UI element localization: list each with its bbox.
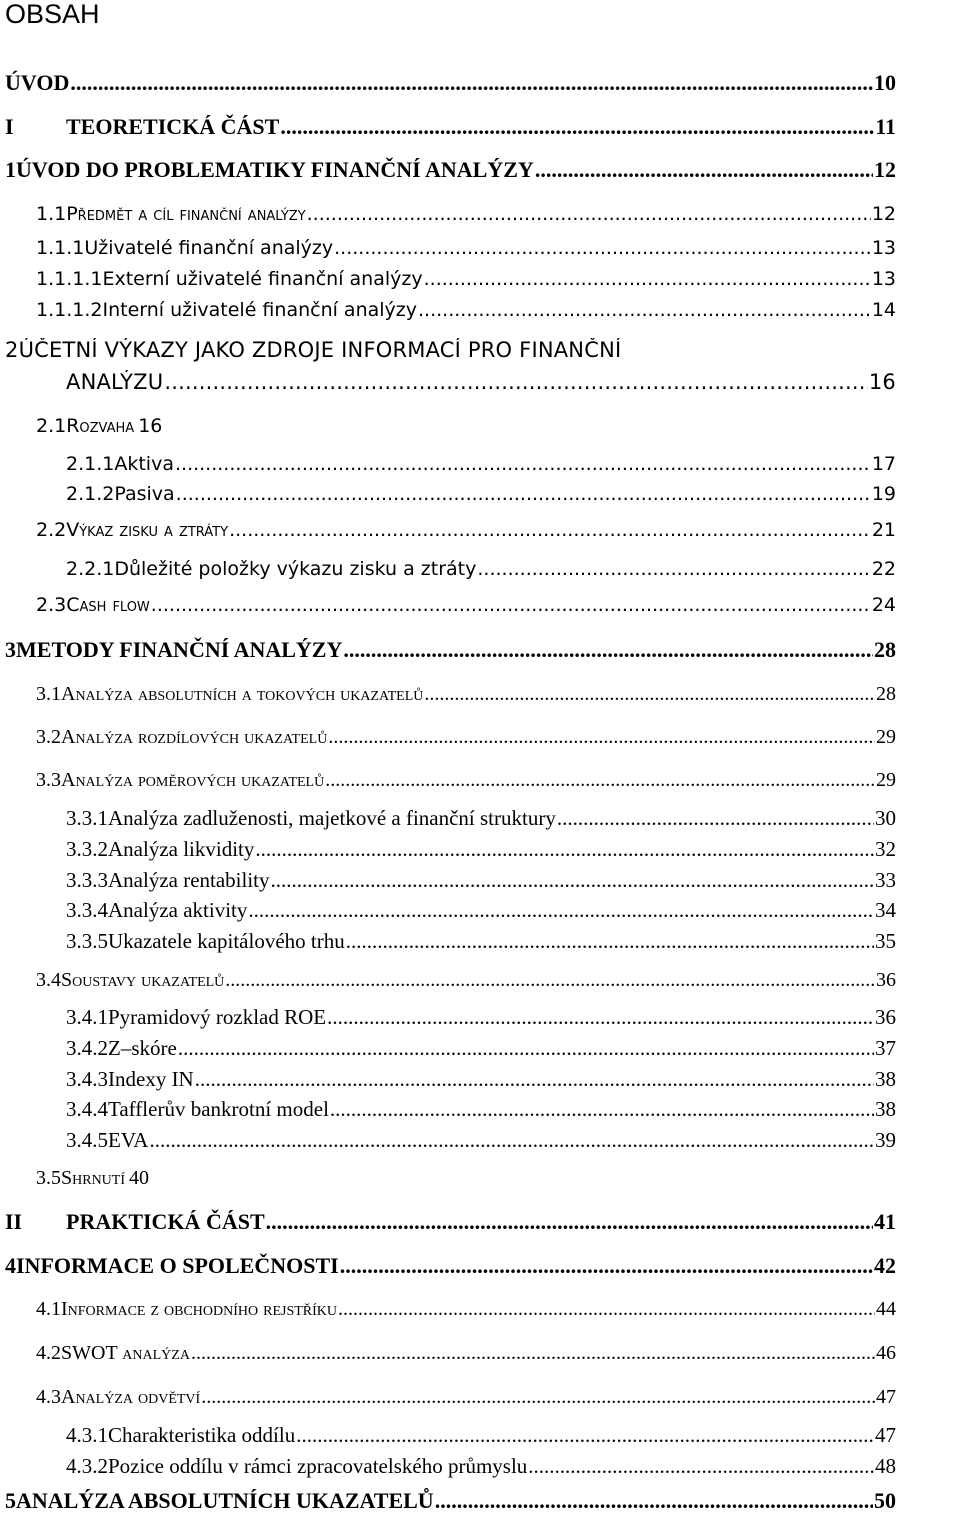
toc-title: Soustavy ukazatelů [61,969,225,991]
toc-leader [418,299,871,322]
toc-number: 3.2 [36,726,61,748]
toc-entry-chapter-1[interactable] [5,157,896,183]
toc-entry-3-4[interactable] [36,968,896,992]
toc-leader [327,1005,874,1030]
toc-number: 2.3 [36,594,67,616]
toc-title: Analýza zadluženosti, majetkové a finanční struktury [108,806,556,830]
toc-entry-3-2[interactable] [36,725,896,749]
toc-number: 3.4 [36,969,61,991]
toc-page-number: 12 [874,157,896,182]
toc-title: Aktiva [114,453,174,475]
toc-entry-1-1-1[interactable] [36,237,896,260]
toc-page-number: 16 [868,370,896,394]
toc-title: PRAKTICKÁ ČÁST [66,1209,265,1234]
toc-number: 1.1.1.2 [36,299,103,321]
toc-entry-3-4-5[interactable] [66,1128,896,1153]
toc-leader [271,868,874,893]
toc-leader [343,637,873,663]
toc-title: Pozice oddílu v rámci zpracovatelského průmyslu [108,1454,528,1478]
toc-number: 4.3 [36,1386,61,1408]
toc-title: Cash flow [66,594,150,616]
toc-number: II [5,1209,23,1234]
toc-title: EVA [108,1128,149,1152]
toc-title: ÚČETNÍ VÝKAZY JAKO ZDROJE INFORMACÍ PRO FINANČNÍ [18,338,622,362]
toc-page-number: 32 [875,837,896,861]
toc-number: 3 [5,637,16,662]
toc-title: Analýza rozdílových ukazatelů [61,726,328,748]
toc-leader [255,837,874,862]
toc-entry-chapter-3[interactable] [5,637,896,663]
toc-entry-1-1-1-2[interactable] [36,299,896,322]
toc-number: 3.4.2 [66,1036,108,1060]
toc-leader [328,725,875,749]
toc-entry-4-3-2[interactable] [66,1454,896,1479]
toc-entry-part-1[interactable] [5,114,896,140]
toc-leader [151,594,871,617]
toc-title: Analýza odvětví [61,1386,201,1408]
toc-number: 4.2 [36,1342,61,1364]
toc-page-number: 42 [874,1253,896,1278]
toc-page-number: 47 [875,1423,896,1447]
toc-entry-1-1-1-1[interactable] [36,268,896,291]
toc-number: 4.3.2 [66,1454,108,1478]
toc-page-number: 46 [876,1342,896,1364]
toc-page-number: 14 [871,299,896,321]
toc-page-number: 12 [871,203,896,225]
toc-title-continued: ANALÝZU [66,370,164,394]
toc-leader [338,1297,875,1321]
toc-entry-2-2[interactable] [36,519,896,542]
toc-leader [195,1067,874,1092]
toc-entry-uvod[interactable] [5,70,896,96]
toc-entry-4-3-1[interactable] [66,1423,896,1448]
toc-page-number: 29 [876,769,896,791]
toc-title: Důležité položky výkazu zisku a ztráty [114,558,477,580]
toc-title: Výkaz zisku a ztráty [66,519,229,541]
toc-leader [334,237,871,260]
toc-number: 3.3.5 [66,929,108,953]
toc-number: 5 [5,1488,16,1513]
toc-entry-1-1[interactable] [36,203,896,226]
toc-number: 4 [5,1253,16,1278]
toc-entry-3-4-2[interactable] [66,1036,896,1061]
toc-leader [330,1097,874,1122]
toc-title: SWOT analýza [61,1342,190,1364]
toc-number: 3.3.1 [66,806,108,830]
toc-entry-3-4-1[interactable] [66,1005,896,1030]
toc-entry-3-4-4[interactable] [66,1097,896,1122]
toc-page-number: 50 [874,1488,896,1513]
toc-page-number: 33 [875,868,896,892]
toc-leader [70,70,873,96]
toc-title: ÚVOD [5,70,70,95]
toc-leader [191,1341,875,1365]
toc-entry-3-3-4[interactable] [66,898,896,923]
toc-entry-2-1[interactable] [36,415,162,438]
toc-number: 2.1 [36,415,67,437]
toc-page-number: 10 [874,70,896,95]
toc-leader [340,1253,873,1279]
toc-number: 2.2 [36,519,67,541]
toc-entry-3-3-2[interactable] [66,837,896,862]
toc-title: Předmět a cíl finanční analýzy [66,203,306,225]
toc-number: 3.5 [36,1167,61,1189]
toc-entry-chapter-4[interactable] [5,1253,896,1279]
toc-page-number: 39 [875,1128,896,1152]
toc-number: 4.3.1 [66,1423,108,1447]
toc-page-number: 17 [871,453,896,475]
toc-entry-3-3[interactable] [36,768,896,792]
toc-title: Interní uživatelé finanční analýzy [102,299,418,321]
toc-page-number: 35 [875,929,896,953]
toc-entry-3-3-1[interactable] [66,806,896,831]
toc-page-number: 16 [138,415,163,437]
toc-page-number: 44 [876,1298,896,1320]
toc-leader [266,1209,873,1235]
toc-number: 1.1 [36,203,67,225]
toc-number: 1 [5,157,16,182]
toc-leader [528,1454,874,1479]
toc-page-number: 29 [876,726,896,748]
toc-page-number: 48 [875,1454,896,1478]
toc-page-number: 19 [871,483,896,505]
toc-number: 3.4.4 [66,1097,108,1121]
toc-page-number: 28 [874,637,896,662]
toc-entry-chapter-5[interactable] [5,1488,896,1514]
toc-entry-2-2-1[interactable] [66,558,896,581]
toc-title: Analýza aktivity [108,898,248,922]
toc-number: I [5,114,14,139]
toc-page-number: 13 [871,268,896,290]
toc-number: 3.1 [36,683,61,705]
toc-title: Charakteristika oddílu [108,1423,296,1447]
toc-leader [557,806,874,831]
toc-number: 3.4.5 [66,1128,108,1152]
toc-title: METODY FINANČNÍ ANALÝZY [16,637,343,662]
toc-leader [149,1128,874,1153]
toc-entry-3-4-3[interactable] [66,1067,896,1092]
toc-leader [248,898,874,923]
toc-title: Analýza likvidity [108,837,255,861]
toc-title: Analýza absolutních a tokových ukazatelů [61,683,424,705]
toc-number: 1.1.1.1 [36,268,103,290]
toc-leader [225,968,875,992]
toc-leader [229,519,871,542]
toc-leader [325,768,875,792]
toc-page-number: 21 [871,519,896,541]
toc-number: 3.4.3 [66,1067,108,1091]
toc-leader [477,558,870,581]
toc-title: Indexy IN [108,1067,194,1091]
toc-page-number: 30 [875,806,896,830]
toc-leader [435,1488,873,1514]
toc-page-number: 41 [874,1209,896,1234]
toc-page-number: 37 [875,1036,896,1060]
toc-page-number: 38 [875,1067,896,1091]
toc-entry-3-5[interactable] [36,1166,149,1190]
page-title: OBSAH [5,0,100,29]
toc-page-number: 22 [871,558,896,580]
toc-leader [164,370,868,395]
toc-entry-3-1[interactable] [36,682,896,706]
toc-page-number: 47 [876,1386,896,1408]
toc-page-number: 24 [871,594,896,616]
toc-title: Z–skóre [108,1036,177,1060]
toc-entry-part-2[interactable] [5,1209,896,1235]
toc-title: ANALÝZA ABSOLUTNÍCH UKAZATELŮ [16,1488,434,1513]
toc-entry-2-1-2[interactable] [66,483,896,506]
toc-leader [176,483,871,506]
toc-entry-2-1-1[interactable] [66,453,896,476]
toc-page-number: 34 [875,898,896,922]
toc-leader [535,157,873,183]
toc-entry-4-2[interactable] [36,1341,896,1365]
toc-number: 3.4.1 [66,1005,108,1029]
toc-number: 3.3.2 [66,837,108,861]
toc-number: 3.3.3 [66,868,108,892]
toc-entry-4-1[interactable] [36,1297,896,1321]
toc-title: Uživatelé finanční analýzy [84,237,334,259]
toc-title: Informace z obchodního rejstříku [61,1298,338,1320]
toc-leader [296,1423,874,1448]
toc-leader [178,1036,874,1061]
toc-number: 4.1 [36,1298,61,1320]
toc-leader [280,114,874,140]
toc-number: 1.1.1 [36,237,85,259]
toc-title: Externí uživatelé finanční analýzy [102,268,423,290]
toc-leader [201,1385,875,1409]
toc-entry-2-3[interactable] [36,594,896,617]
toc-leader [424,268,871,291]
toc-page-number: 28 [876,683,896,705]
toc-entry-chapter-2-line-2[interactable] [66,370,896,395]
toc-entry-4-3[interactable] [36,1385,896,1409]
toc-leader [307,203,871,226]
toc-number: 2.1.2 [66,483,115,505]
toc-title: TEORETICKÁ ČÁST [66,114,280,139]
toc-leader [175,453,871,476]
toc-title: Pasiva [114,483,175,505]
toc-title: Rozvaha [66,415,135,437]
toc-page-number: 11 [875,114,896,139]
toc-page-number: 40 [129,1167,150,1189]
toc-title: Ukazatele kapitálového trhu [108,929,345,953]
toc-title: Pyramidový rozklad ROE [108,1005,327,1029]
toc-number: 3.3 [36,769,61,791]
toc-number: 3.3.4 [66,898,108,922]
toc-number: 2.2.1 [66,558,115,580]
toc-leader [424,682,875,706]
toc-title: Analýza poměrových ukazatelů [61,769,325,791]
toc-number: 2.1.1 [66,453,115,475]
toc-page-number: 13 [871,237,896,259]
toc-entry-3-3-5[interactable] [66,929,896,954]
toc-number: 2 [5,338,19,362]
toc-page-number: 36 [875,1005,896,1029]
toc-page-number: 36 [876,969,896,991]
toc-title: INFORMACE O SPOLEČNOSTI [16,1253,339,1278]
toc-leader [346,929,874,954]
toc-title: Analýza rentability [108,868,270,892]
toc-title: Shrnutí [61,1167,126,1189]
toc-entry-3-3-3[interactable] [66,868,896,893]
toc-title: Tafflerův bankrotní model [108,1097,329,1121]
toc-title: ÚVOD DO PROBLEMATIKY FINANČNÍ ANALÝZY [16,157,534,182]
toc-entry-chapter-2-line-1[interactable] [5,338,896,363]
toc-page-number: 38 [875,1097,896,1121]
